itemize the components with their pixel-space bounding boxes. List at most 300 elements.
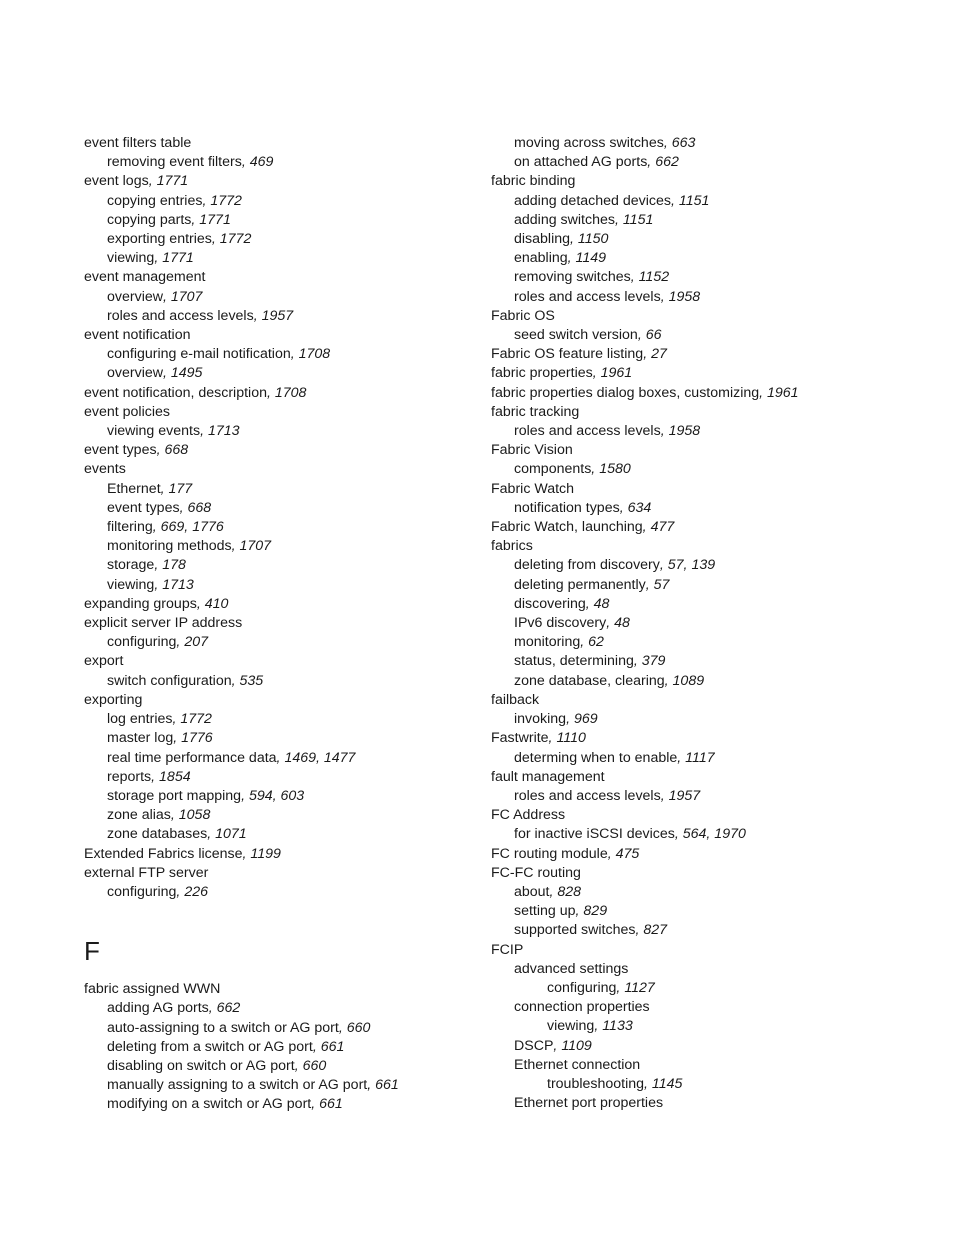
index-term: event logs (84, 173, 149, 190)
index-term: removing event filters (107, 154, 242, 171)
page-reference[interactable]: 57 (653, 576, 670, 593)
index-entry (84, 595, 484, 614)
page-separator: , (633, 653, 642, 670)
index-term: modifying on a switch or AG port (107, 1096, 312, 1113)
index-entry (491, 345, 931, 364)
page-reference[interactable]: 1151 (622, 211, 654, 228)
page-separator: , (660, 288, 669, 305)
index-subentry (84, 768, 484, 787)
page-reference[interactable]: 1957 (668, 787, 701, 804)
page-reference[interactable]: 177 (168, 480, 193, 497)
page-reference[interactable]: 469 (249, 154, 274, 171)
index-term: advanced settings (514, 960, 629, 977)
index-term: discovering (514, 595, 586, 612)
page-separator: , (241, 787, 249, 804)
index-term: roles and access levels (107, 307, 254, 324)
page-separator: , (162, 288, 171, 305)
index-entry (491, 941, 931, 960)
index-term: overview (107, 288, 163, 305)
index-subentry (491, 614, 931, 633)
page-reference[interactable]: 669, 1776 (160, 519, 224, 536)
index-term: Fabric OS feature listing (491, 346, 644, 363)
index-entry (491, 172, 931, 191)
index-subentry (84, 288, 484, 307)
page-reference[interactable]: 477 (650, 519, 675, 536)
page-separator: , (660, 423, 669, 440)
page-separator: , (148, 173, 157, 190)
index-subentry (491, 633, 931, 652)
index-column-right (491, 134, 931, 1113)
index-subentry (491, 1075, 931, 1094)
page-separator: , (759, 384, 768, 401)
index-entry (84, 980, 484, 999)
page-separator: , (151, 768, 160, 785)
page-reference[interactable]: 1117 (685, 749, 715, 766)
index-term: removing switches (514, 269, 631, 286)
index-term: troubleshooting (547, 1075, 645, 1092)
page-reference[interactable]: 1713 (162, 576, 194, 593)
index-term: about (514, 883, 550, 900)
index-entry (491, 307, 931, 326)
index-subentry (84, 1038, 484, 1057)
page-reference[interactable]: 1058 (178, 807, 211, 824)
index-term: fabric tracking (491, 403, 580, 420)
index-subentry (491, 230, 931, 249)
index-term: storage (107, 557, 155, 574)
page-reference[interactable]: 178 (162, 557, 186, 574)
index-entries-f-continued (491, 134, 931, 1113)
index-term: event types (107, 499, 180, 516)
index-subentry (84, 307, 484, 326)
index-term: configuring (547, 979, 617, 996)
page-reference[interactable]: 1776 (181, 730, 213, 747)
page-reference[interactable]: 660 (302, 1057, 327, 1074)
index-entry (491, 384, 931, 403)
page-reference[interactable]: 1772 (219, 231, 252, 248)
index-entry (84, 652, 484, 671)
page-reference[interactable]: 1771 (156, 173, 189, 190)
page-separator: , (677, 749, 686, 766)
index-term: viewing (547, 1018, 595, 1035)
page-reference[interactable]: 1708 (274, 384, 307, 401)
index-term: FCIP (491, 941, 524, 958)
index-term: components (514, 461, 592, 478)
index-subentry (491, 787, 931, 806)
page-reference[interactable]: 1495 (170, 365, 203, 382)
index-term: event notification (84, 327, 191, 344)
index-entry (491, 864, 931, 883)
index-subentry (491, 288, 931, 307)
index-term: viewing events (107, 423, 201, 440)
index-entry (84, 441, 484, 460)
index-subentry (84, 211, 484, 230)
index-term: explicit server IP address (84, 615, 243, 632)
index-subentry (491, 902, 931, 921)
page-separator: , (614, 211, 623, 228)
page-separator: , (156, 442, 165, 459)
page-reference[interactable]: 1958 (668, 423, 701, 440)
index-subentry (84, 422, 484, 441)
index-term: switch configuration (107, 672, 232, 689)
page-separator: , (208, 1000, 217, 1017)
page-reference[interactable]: 27 (651, 346, 667, 363)
index-term: invoking (514, 711, 567, 728)
index-term: viewing (107, 576, 155, 593)
index-term: FC-FC routing (491, 864, 581, 881)
index-subentry (491, 422, 931, 441)
index-subentry (84, 729, 484, 748)
index-entry (84, 384, 484, 403)
page-separator: , (154, 576, 163, 593)
page-reference[interactable]: 828 (557, 883, 582, 900)
section-letter-heading: F (84, 936, 100, 967)
page-reference[interactable]: 827 (643, 922, 668, 939)
page-separator: , (644, 1075, 652, 1092)
page-separator: , (338, 1019, 347, 1036)
index-term: for inactive iSCSI devices (514, 826, 675, 843)
page-reference[interactable]: 1127 (624, 979, 655, 996)
page-separator: , (566, 711, 574, 728)
page-separator: , (594, 1018, 603, 1035)
page-reference[interactable]: 1151 (678, 192, 710, 209)
page-reference[interactable]: 1961 (767, 384, 799, 401)
page-separator: , (154, 250, 163, 267)
page-reference[interactable]: 1109 (561, 1037, 592, 1054)
index-subentry (84, 537, 484, 556)
page-separator: , (276, 749, 285, 766)
index-term: deleting from a switch or AG port (107, 1038, 313, 1055)
index-subentry (84, 749, 484, 768)
page-reference[interactable]: 1707 (239, 538, 272, 555)
index-term: fabric binding (491, 173, 576, 190)
page-separator: , (311, 1096, 320, 1113)
page-separator: , (367, 1077, 376, 1094)
index-term: exporting (84, 691, 143, 708)
page-reference[interactable]: 660 (346, 1019, 371, 1036)
index-subentry (491, 460, 931, 479)
page-reference[interactable]: 48 (593, 595, 610, 612)
page-separator: , (553, 1037, 562, 1054)
page-reference[interactable]: 410 (204, 595, 229, 612)
page-separator: , (154, 557, 163, 574)
page-reference[interactable]: 1961 (600, 365, 633, 382)
index-term: events (84, 461, 126, 478)
index-subentry (491, 749, 931, 768)
index-term: manually assigning to a switch or AG port (107, 1077, 368, 1094)
page-separator: , (202, 192, 211, 209)
page-reference[interactable]: 57, 139 (667, 557, 716, 574)
index-entry (491, 729, 931, 748)
page-separator: , (616, 979, 625, 996)
index-term: storage port mapping (107, 787, 242, 804)
index-term: status, determining (514, 653, 634, 670)
page-separator: , (619, 499, 628, 516)
index-entry (84, 326, 484, 345)
index-term: IPv6 discovery (514, 615, 607, 632)
index-term: deleting permanently (514, 576, 646, 593)
page-reference[interactable]: 661 (320, 1038, 345, 1055)
index-entry (491, 806, 931, 825)
index-entry (491, 403, 931, 422)
index-subentry (491, 134, 931, 153)
index-term: configuring e-mail notification (107, 346, 291, 363)
page-separator: , (162, 365, 171, 382)
index-subentry (491, 1056, 931, 1075)
page-separator: , (211, 231, 220, 248)
index-subentry (491, 825, 931, 844)
page-separator: , (570, 231, 578, 248)
page-separator: , (312, 1038, 321, 1055)
page-separator: , (548, 730, 557, 747)
index-subentry (491, 499, 931, 518)
index-term: fault management (491, 768, 605, 785)
index-term: reports (107, 768, 152, 785)
index-term: viewing (107, 250, 155, 267)
page-separator: , (191, 211, 200, 228)
page-separator: , (242, 845, 251, 862)
index-subentry (84, 1057, 484, 1076)
index-term: zone alias (107, 807, 171, 824)
index-term: notification types (514, 499, 620, 516)
page-separator: , (176, 634, 185, 651)
page-reference[interactable]: 661 (375, 1077, 399, 1094)
page-reference[interactable]: 564, 1970 (682, 826, 746, 843)
index-subentry (84, 153, 484, 172)
index-subentry (84, 883, 484, 902)
index-term: roles and access levels (514, 423, 661, 440)
index-term: on attached AG ports (514, 154, 648, 171)
page-separator: , (179, 499, 188, 516)
page-separator: , (172, 711, 181, 728)
page-reference[interactable]: 662 (655, 154, 679, 171)
index-subentry (491, 998, 931, 1017)
index-entry (84, 268, 484, 287)
index-term: roles and access levels (514, 288, 661, 305)
page-reference[interactable]: 1854 (159, 768, 191, 785)
index-term: fabrics (491, 538, 533, 555)
index-subentry (84, 556, 484, 575)
page-separator: , (647, 154, 656, 171)
page-separator: , (170, 807, 179, 824)
page-reference[interactable]: 1772 (210, 192, 242, 209)
page-separator: , (160, 480, 169, 497)
index-term: auto-assigning to a switch or AG port (107, 1019, 339, 1036)
index-term: adding AG ports (107, 1000, 209, 1017)
index-term: enabling (514, 250, 568, 267)
page-reference[interactable]: 1580 (599, 461, 631, 478)
page-separator: , (200, 423, 208, 440)
index-entries-f (84, 980, 484, 1114)
index-term: expanding groups (84, 595, 197, 612)
index-term: Fabric Vision (491, 442, 573, 459)
page-reference[interactable]: 1771 (162, 250, 194, 267)
index-subentry (84, 230, 484, 249)
page-separator: , (607, 845, 616, 862)
index-term: Ethernet (107, 480, 161, 497)
index-term: copying entries (107, 192, 203, 209)
page-reference[interactable]: 475 (615, 845, 640, 862)
index-term: configuring (107, 634, 177, 651)
index-term: external FTP server (84, 864, 209, 881)
page-reference[interactable]: 1152 (638, 269, 670, 286)
page-reference[interactable]: 661 (319, 1096, 343, 1113)
page-reference[interactable]: 1469, 1477 (284, 749, 356, 766)
index-term: disabling (514, 231, 571, 248)
page-separator: , (580, 634, 589, 651)
page-reference[interactable]: 634 (627, 499, 652, 516)
page-reference[interactable]: 1771 (199, 211, 231, 228)
index-term: Fabric Watch (491, 480, 575, 497)
index-term: seed switch version (514, 327, 638, 344)
page-separator: , (567, 250, 576, 267)
page-reference[interactable]: 1772 (180, 711, 212, 728)
index-term: log entries (107, 711, 173, 728)
page-separator: , (659, 557, 668, 574)
page-separator: , (660, 787, 669, 804)
page-separator: , (549, 883, 558, 900)
page-reference[interactable]: 1150 (577, 231, 609, 248)
index-entry (491, 537, 931, 556)
index-subentry (84, 480, 484, 499)
page-reference[interactable]: 668 (187, 499, 212, 516)
index-term: setting up (514, 903, 576, 920)
page-separator: , (592, 365, 601, 382)
index-subentry (84, 999, 484, 1018)
index-term: zone databases (107, 826, 208, 843)
page-separator: , (173, 730, 182, 747)
index-term: fabric properties dialog boxes, customizing (491, 384, 760, 401)
page-reference[interactable]: 66 (645, 327, 662, 344)
index-entry (84, 864, 484, 883)
page-separator: , (630, 269, 639, 286)
page-reference[interactable]: 662 (216, 1000, 241, 1017)
index-subentry (491, 652, 931, 671)
index-term: adding detached devices (514, 192, 671, 209)
index-subentry (84, 499, 484, 518)
page-reference[interactable]: 668 (164, 442, 189, 459)
index-subentry (491, 211, 931, 230)
index-subentry (84, 787, 484, 806)
index-term: master log (107, 730, 174, 747)
page-separator: , (575, 903, 584, 920)
index-entry (491, 441, 931, 460)
index-term: roles and access levels (514, 787, 661, 804)
index-subentry (84, 672, 484, 691)
page-reference[interactable]: 663 (671, 135, 696, 151)
index-term: overview (107, 365, 163, 382)
page-separator: , (207, 826, 216, 843)
page-reference[interactable]: 1957 (261, 307, 294, 324)
page-separator: , (176, 883, 185, 900)
index-term: fabric properties (491, 365, 593, 382)
index-term: event management (84, 269, 206, 286)
index-subentry (491, 672, 931, 691)
page-separator: , (231, 672, 240, 689)
index-entry (491, 364, 931, 383)
index-subentry (84, 825, 484, 844)
index-term: adding switches (514, 211, 615, 228)
index-entry (84, 460, 484, 479)
page-reference[interactable]: 1071 (215, 826, 247, 843)
index-term: determing when to enable (514, 749, 678, 766)
index-entry (491, 768, 931, 787)
page-reference[interactable]: 1149 (575, 250, 607, 267)
index-term: Fabric Watch, launching (491, 519, 643, 536)
index-entries-e (84, 134, 484, 902)
page-reference[interactable]: 1089 (672, 672, 705, 689)
page-separator: , (290, 346, 299, 363)
index-subentry (84, 364, 484, 383)
index-term: event filters table (84, 135, 192, 151)
index-subentry (491, 1017, 931, 1036)
page-separator: , (266, 384, 275, 401)
index-subentry (491, 249, 931, 268)
page-reference[interactable]: 207 (184, 634, 208, 651)
page-reference[interactable]: 1707 (170, 288, 203, 305)
index-term: FC routing module (491, 845, 608, 862)
index-subentry (84, 633, 484, 652)
page-reference[interactable]: 1708 (298, 346, 331, 363)
page-separator: , (241, 154, 250, 171)
page-separator: , (231, 538, 240, 555)
index-term: event policies (84, 403, 170, 420)
index-entry (491, 480, 931, 499)
page-separator: , (253, 307, 262, 324)
page-separator: , (663, 135, 672, 151)
index-subentry (84, 345, 484, 364)
index-entry (84, 845, 484, 864)
index-term: Ethernet port properties (514, 1095, 664, 1112)
page-reference[interactable]: 1110 (556, 730, 586, 747)
page-reference[interactable]: 1958 (668, 288, 701, 305)
page-reference[interactable]: 969 (573, 711, 598, 728)
page-separator: , (196, 595, 205, 612)
index-term: deleting from discovery (514, 557, 660, 574)
index-term: monitoring methods (107, 538, 232, 555)
index-entry (84, 691, 484, 710)
page-separator: , (645, 576, 654, 593)
page-reference[interactable]: 1133 (602, 1018, 633, 1035)
page-reference[interactable]: 594, 603 (248, 787, 305, 804)
index-subentry (84, 1076, 484, 1095)
page-separator: , (664, 672, 673, 689)
index-entry (84, 403, 484, 422)
page-reference[interactable]: 226 (184, 883, 208, 900)
page-reference[interactable]: 1145 (651, 1075, 683, 1092)
index-subentry (491, 921, 931, 940)
index-term: Ethernet connection (514, 1056, 641, 1073)
page-reference[interactable]: 535 (239, 672, 264, 689)
page-reference[interactable]: 62 (588, 634, 604, 651)
page-reference[interactable]: 1199 (250, 845, 281, 862)
page-separator: , (670, 192, 679, 209)
page-separator: , (606, 615, 615, 632)
page-reference[interactable]: 829 (583, 903, 608, 920)
index-subentry (84, 1095, 484, 1114)
page-separator: , (585, 595, 594, 612)
index-subentry (491, 883, 931, 902)
page-reference[interactable]: 48 (614, 615, 630, 632)
page-reference[interactable]: 1713 (207, 423, 240, 440)
page-separator: , (674, 826, 683, 843)
index-term: filtering (107, 519, 153, 536)
index-subentry (84, 249, 484, 268)
page-separator: , (591, 461, 600, 478)
page-reference[interactable]: 379 (641, 653, 666, 670)
index-term: exporting entries (107, 231, 212, 248)
index-term: event types (84, 442, 157, 459)
index-term: copying parts (107, 211, 192, 228)
